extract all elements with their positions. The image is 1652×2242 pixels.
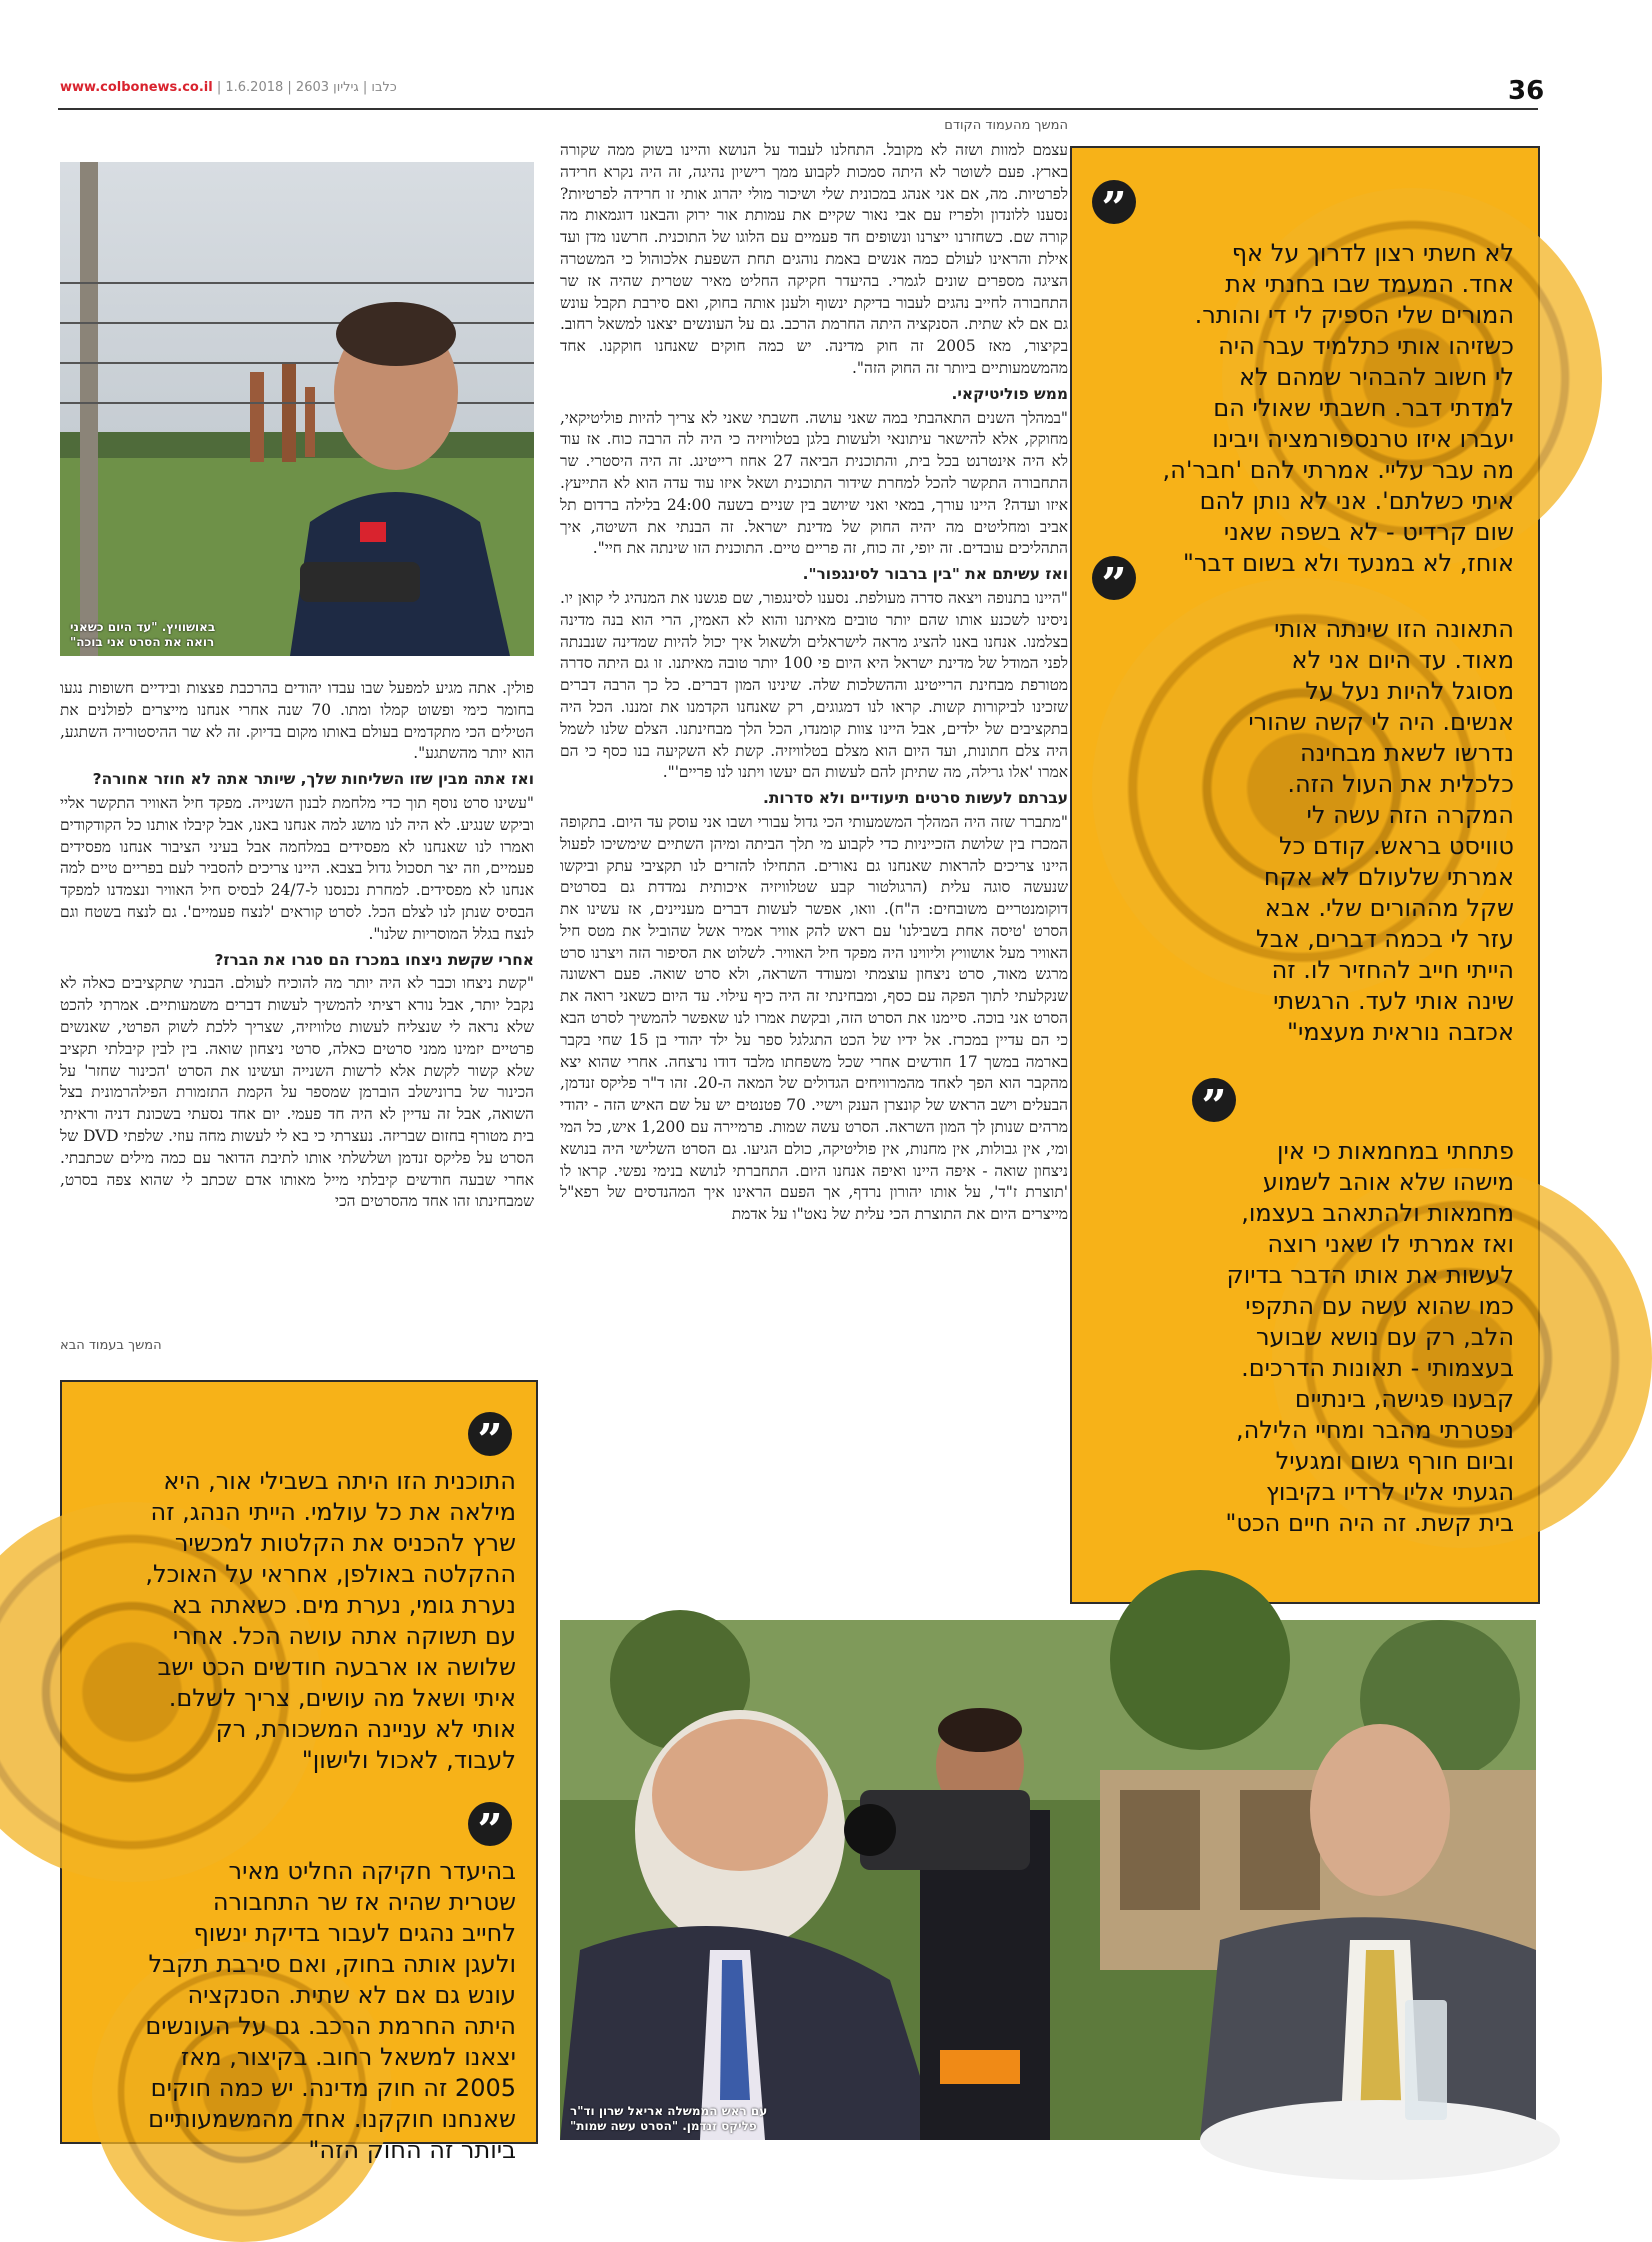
quote-line: שרץ להכניס את הקלטות למכשיר bbox=[174, 1529, 516, 1557]
interview-question: עברתם לעשות סרטים תיעודיים ולא סדרות. bbox=[762, 789, 1068, 808]
quote-line: טוויסט בראש. קודם כל bbox=[1278, 832, 1514, 860]
photo-auschwitz-illustration bbox=[60, 162, 534, 656]
quote-line: שינה אותי לעד. הרגשתי bbox=[1273, 987, 1514, 1015]
quote-line: יצאנו למשאל רחוב. בקיצור, מאז bbox=[180, 2043, 516, 2071]
caption-line: עם ראש הממשלה אריאל שרון וד"ר bbox=[570, 2104, 768, 2118]
quote-line: אותי לא עניינה המשכורת, רק bbox=[215, 1715, 516, 1743]
quote-line: היתה החרמת הרכב. גם על העונשים bbox=[145, 2012, 516, 2040]
pull-quote bbox=[1094, 1136, 1514, 1539]
paragraph: "קשת ניצחו וכבר לא היה יותר מה להוכיח לעולם. הבנתי שתקציבים כאלה לא נקבל יותר, אבל נורא רציתי להמשיך לעשות דברים משמעותיים. אמרתי להכט שלא נראה לי שנצליח לעשות טלוויזיה, שצריך ללכת לשוק הפרטי, שאנשים פרטיים יזמינו ממני סרטים כאלה, סרטי ניצחון שואה. בין לבין קיבלתי תקציב שלא קשור לקשת אלא לרשות השנייה ועשינו את הסרט 'הכינור שחזר' על הכינור של ברונישלב הוברמן שמספר על הקמת התזמורת הפילהרמונית בצל השואה, אבל זה עדיין לא היה חד פעמי. יום אחד נסעתי בשכונת דניה וראיתי בית מטורף בחזום שבריזה. נעצרתי כי בא לי לעשות מחה עוזי. שלפתי DVD של הסרט על פליקס זנדמן ושלשלתי אותו לתיבת הדואר עם כמה מילים שכתבתי. אחרי שבעה חודשים קיבלתי מייל מאותו אדם שכתב לי שהוא צפה בסרט, שמבחינתו זהו אחד מהסרטים הכי bbox=[60, 974, 534, 1211]
paragraph: "היינו בתנופה ויצאה סדרה מעולפת. נסענו לסינגפור, שם פגשנו את המנהיג לי קואן יו. ניסינו לשכנע אותו שהם יותר טובים מאיתנו והוא לא האמין, הרי הוא בנה מדינה בצלמנו. אנחנו באנו להציג מראה לישראלים ולשאול איך יכול להיות שמדינה שנבנתה לפני המודל של מדינת ישראל היא היום פי 100 יותר טובה מאיתנו. זו גם היתה סדרה מטורפת מבחינת הרייטינג וההשלכות שלה. שינינו המון דברים. כל כך הרבה דברים שזכינו לביקורות קשות. קראו לנו דמגוגים, רק שאנחנו הקדמנו את זמננו. הכל היה בתקציבים של ילדים, אבל היינו צוות קומנדו, הכל הלך מבחינתנו. הצלם שלנו לשמל היה צלם חתונות, ועד היום הוא מצלם בטלוויזיה. קשת לא השקיעה בנו כסף כי הם אמרו 'אלו גרילה, מה שתיתן להם לעשות הם יעשו ויתנו לנו פריים'". bbox=[560, 588, 1068, 782]
quote-line: לא חשתי רצון לדרוך על אף bbox=[1231, 239, 1514, 267]
continued-to-note: המשך בעמוד הבא bbox=[60, 1338, 162, 1353]
caption-line: רואה את הסרט אני בוכה" bbox=[70, 635, 215, 649]
quote-line: כשזיהו אותי כתלמיד עבר היה bbox=[1218, 332, 1514, 360]
quote-line: לעשות את אותו הדבר בדיוק bbox=[1226, 1261, 1514, 1289]
quote-line: מה עבר עליי. אמרתי להם 'חבר'ה, bbox=[1162, 456, 1514, 484]
paragraph: עצמם למוות ושזה לא מקובל. התחלנו לעבוד על הנושא והיינו בשוק ממה שקורה בארץ. פעם לשוטר לא היתה סמכות לקבוע ממך רישיון נהיגה, זה היה נקרא חרידה לפרטיות. מה, אם אני אנהג במכונית שלי ושיכור מולי יהרוג אותי זו חרידה לפרטיות? נסענו ללונדון ולפריז עם אבי נאור שקיים את עמותת אור ירוק והבאנו דוגמאות מה קורה שם. כשחזרנו ייצרנו ונשופים חד פעמיים עם הלוגו של התוכנית. חרשנו מדן ועד אילת והראינו לעולם כמה אנשים באמת נוהגים תחת השפעת אלכוהול כי המשטרה הציגה מספרים שונים לגמרי. בהיעדר חקיקה החליט מאיר שטרית שהיה אז שר התחבורה לחייב נהגים לעבור בדיקת ינשוף ולענן אותה בחוק, ואם סירבת תקבל עונש גם אם לא שתית. הסנקציה היתה החרמת הרכב. גם על העונשים יצאנו למשאל רחוב. בקיצור, מאז 2005 זה חוק מדינה. יש כמה חוקים שאנחנו חוקקנו. אחד מהמשמעותיים ביותר זה החוק הזה". bbox=[560, 141, 1068, 377]
pull-quote bbox=[80, 1856, 516, 2166]
quote-line: ולעגן אותה בחוק, ואם סירבת תקבל bbox=[148, 1950, 516, 1978]
quote-line: עם תשוקה אתה עושה הכל. אחרי bbox=[172, 1622, 516, 1650]
quote-line: לעבוד, לאכול ולישון" bbox=[301, 1746, 516, 1774]
quote-line: למדתי דבר. חשבתי שאולי הם bbox=[1213, 394, 1514, 422]
quote-line: קבענו פגישה, בינתיים bbox=[1294, 1385, 1514, 1413]
page-number: 36 bbox=[1508, 76, 1545, 106]
quote-line: נפטרתי מהבר ומחיי הלילה, bbox=[1235, 1416, 1514, 1444]
quote-line: בית קשת. זה היה חיים הכט" bbox=[1225, 1509, 1514, 1537]
quote-line: נדרשו לשאת מבחינה bbox=[1299, 739, 1514, 767]
quote-line: נערת גומי, נערת מים. כשאתה בא bbox=[171, 1591, 516, 1619]
quote-mark-icon: ” bbox=[468, 1802, 512, 1846]
quote-line: ואז אמרתי לו שאני רוצה bbox=[1267, 1230, 1514, 1258]
caption-line: באושוויץ. "עד היום כשאני bbox=[70, 620, 216, 634]
continued-from-note: המשך מהעמוד הקודם bbox=[944, 118, 1068, 133]
photo-caption bbox=[70, 620, 215, 650]
interview-question: אחרי שקשת ניצחו במכרז הם סגרו את הברז? bbox=[214, 950, 534, 969]
quote-line: עונש גם אם לא שתית. הסנקציה bbox=[187, 1981, 516, 2009]
quote-line: מישהו שלא אוהב לשמוע bbox=[1262, 1168, 1514, 1196]
quote-line: אמרתי שלעולם לא אקח bbox=[1263, 863, 1514, 891]
quote-line: בהיעדר חקיקה החליט מאיר bbox=[228, 1857, 516, 1885]
quote-line: המורים שלי הספיק לי די והותר. bbox=[1194, 301, 1514, 329]
quote-line: מחמאות ולהתאהב בעצמו, bbox=[1241, 1199, 1514, 1227]
quote-line: ביותר זה החוק הזה" bbox=[308, 2136, 516, 2164]
interview-question: ואז עשיתם את "בין ברבור לסינגפור". bbox=[802, 565, 1068, 584]
quote-line: המקרה הזה עשה לי bbox=[1306, 801, 1514, 829]
quote-line: התוכנית הזו היתה בשבילי אור, היא bbox=[163, 1467, 516, 1495]
quote-line: שלושה או ארבעה חודשים הכט ישב bbox=[157, 1653, 516, 1681]
paragraph: "מתברר שזה היה המהלך המשמעותי הכי גדול עבורי ושבו אני עוסק עד היום. בתקופה המכרז בין שלושת הזכייניות כדי לקבוע מי תלך הביתה ומיהן השתיים שימשיכו לפעול היינו צריכים להראות שאנחנו גם נאורים. התחילו להזרים לנו תקציבי עתק וביקשו שנעשה סוגה עלית (הרגולטור קבע שטלוויזיה איכותית נמדדת גם בסרטים דוקומנטריים משובחים: ה"ח). וואו, אפשר לעשות דברים מעניינים, אז עשינו את הסרט 'טיסה אחת בשבילנו' עם ראש להק אוויר אמיר אשל שהוביל את מטס חיל האוויר מעל אושוויץ וליווינו היה מפקד חיל האוויר. לשלוט את הסיפור הזה ויצרנו סרט מרגש מאוד, סרט ניצחון עוצמתי ומעודד השראה, ולא סרט שואה. פעם ראשונה שנקלעתי לתוך הפקה עם כסף, ומבחינתי זה היה כיף עילוי. עד היום כשאני רואה את הסרט אני בוכה. סיימנו את הסרט הזה, ובקשת אמרו לנו שאפשר להמשיך לסרט הבא כי הם עדיין במכרז. אל ידיו של הכט התגלגל ספר על ילד יהודי בן 15 שחי בקבר בארמה במשך 17 חודשים אחרי שכל משפחתו מלבד דודו נרצחה. אחרי שהוא יצא מהקבר הוא הפך לאחד מהמרוויחים הגדולים של המאה ה-20. זהו ד"ר פליקס זנדמן, הבעלים וישב הראש של קונצרן הענק וישיי. 70 פטנטים יש על שם האיש הזה - יהודי מרהים שנותן לך המון השראה. הסרט עשה שמות. פרמיירה עם 1,200 איש, כל המי ומי, אין גבולות, אין מחנות, אין פוליטיקה, כולם הגיעו. גם הסרט השלישי היה בנושא ניצחון שואה - איפה היינו ואיפה אנחנו היום. התחברתי לנושא בנימי נפשי. קראו לו 'תוצרת ז"ד', על אותו יהורון נרדף, אך הפעם הראינו איך המהנדסים של רפא"ל מייצרים היום את התוצרת הכי עלית של נאט"ו על אדמת bbox=[560, 812, 1068, 1224]
quote-line: אנשים. היה לי קשה שהורי bbox=[1248, 708, 1514, 736]
header-divider bbox=[58, 108, 1538, 110]
quote-line: איתי ושאל מה עושים, צריך לשלם. bbox=[168, 1684, 516, 1712]
pull-quote bbox=[1094, 238, 1514, 579]
interview-question: ואז אתה מבין שזו השליחות שלך, שיותר אתה לא חוזר אחורה? bbox=[92, 770, 534, 789]
photo-sharon-zandman bbox=[560, 1620, 1536, 2140]
paragraph: "במהלך השנים התאהבתי במה שאני עושה. חשבתי שאני לא צריך להיות פוליטיקאי, מחוקק, אלא להישאר עיתונאי ולעשות בלגן בטלוויזיה כי היה לה הרבה כוח. אז עוד לא היה אינטרנט בכל בית, והתוכנית הביאה 27 אחוז רייטינג. זה היה היסטרי. שר התחבורה התקשר להכל למחרת שידור התוכנית ושאל איזו עוד עדה הוא לא התייעץ. איזו ועדה? היינו עורך, במאי ואני שיושב בין שניים בשעה 24:00 בלילה ברדום תל אביב ומחליטים מה יהיה החוק של מדינת ישראל. זה הבנתי את השיטה, איך התהליכים עובדים. זה יופי, זה כוח, זה פריים טיים. התוכנית הזו שינתה את חיי". bbox=[560, 408, 1069, 558]
quote-line: הגעתי אליו לרדיו בקיבוץ bbox=[1265, 1478, 1514, 1506]
quote-line: 2005 זה חוק מדינה. יש כמה חוקים bbox=[150, 2074, 516, 2102]
quote-line: פתחתי במחמאות כי אין bbox=[1277, 1137, 1514, 1165]
photo-caption bbox=[570, 2104, 767, 2134]
quote-line: הייתי חייב להחזיר לו. זה bbox=[1271, 956, 1514, 984]
quote-mark-icon: ” bbox=[468, 1412, 512, 1456]
quote-line: בעצמותי - תאונות הדרכים. bbox=[1241, 1354, 1514, 1382]
quote-line: התאונה הזו שינתה אותי bbox=[1274, 615, 1514, 643]
header-meta bbox=[60, 80, 397, 95]
quote-line: לחייב נהגים לעבור בדיקת ינשוף bbox=[193, 1919, 516, 1947]
pull-quote bbox=[80, 1466, 516, 1776]
article-column-left bbox=[60, 678, 534, 1300]
site-url[interactable]: www.colbonews.co.il bbox=[60, 80, 213, 95]
caption-line: פליקס זנדמן. "הסרט עשה שמות" bbox=[570, 2119, 757, 2133]
pull-quote bbox=[1094, 614, 1514, 1048]
quote-line: לי חשוב להבהיר שמהם לא bbox=[1238, 363, 1514, 391]
quote-line: אכזבה נוראית מעצמי" bbox=[1286, 1018, 1514, 1046]
quote-line: מילאה את כל עולמי. הייתי הנהג, זה bbox=[150, 1498, 516, 1526]
quote-line: הלב, רק עם נושא שבוער bbox=[1255, 1323, 1514, 1351]
quote-mark-icon: ” bbox=[1092, 556, 1136, 600]
quote-mark-icon: ” bbox=[1192, 1078, 1236, 1122]
quote-line: עזר לי בכמה דברים, אבל bbox=[1256, 925, 1514, 953]
photo-auschwitz bbox=[60, 162, 534, 656]
quote-box-right bbox=[1070, 146, 1540, 1604]
quote-box-left bbox=[60, 1380, 538, 2164]
quote-line: שקל מההורים שלי. אבא bbox=[1264, 894, 1514, 922]
issue-info: | כלבו | גיליון 2603 | 1.6.2018 bbox=[216, 80, 397, 95]
paragraph: "עשינו סרט נוסף תוך כדי מלחמת לבנון השנייה. מפקד חיל האוויר התקשר אליי וביקש שנגיע. לא היה לנו מושג למה אנחנו באנו, אבל קיבלו אותנו כל הקודקודים ואמרו לנו שאנחנו לא מפסידים במלחמה אבל בעיני הציבור אנחנו מפסידים פעמיים, וזה יצר תסכול גדול בצבא. היינו צריכים להסביר לעם בפריים טיים למה אנחנו לא מפסידים. למחרת נכנסנו ל-24/7 לבסיס חיל האוויר ונצמדנו למפקד הבסיס שנתן לנו לצלם הכל. לסרט קוראים 'לנצח פעמיים'. גם לנצח בשטח וגם לנצח בגלל המוסריות שלנו". bbox=[60, 793, 535, 943]
quote-line: אחד. המעמד שבו בחנתי את bbox=[1225, 270, 1514, 298]
quote-line: שום קרדיט - לא בשפה שאני bbox=[1223, 518, 1514, 546]
quote-line: כלכלית את העול הזה. bbox=[1287, 770, 1514, 798]
quote-line: שאנחנו חוקקנו. אחד מהמשמעותיים bbox=[148, 2105, 516, 2133]
article-column-middle bbox=[560, 140, 1068, 1600]
quote-line: אוחז, לא במנעד ולא בשום דבר" bbox=[1182, 549, 1514, 577]
quote-line: ההקלטה באולפן, אחראי על האוכל, bbox=[145, 1560, 516, 1588]
quote-line: מסוגל להיות נעל על bbox=[1305, 677, 1514, 705]
quote-line: כמו שהוא עשה עם התקפי bbox=[1245, 1292, 1514, 1320]
quote-line: איתי כשלתם'. אני לא נותן להם bbox=[1199, 487, 1514, 515]
quote-line: שטרית שהיה אז שר התחבורה bbox=[212, 1888, 516, 1916]
quote-line: מאוד. עד היום אני לא bbox=[1291, 646, 1514, 674]
quote-line: יעברו איזו טרנספורמציה ויבינו bbox=[1212, 425, 1514, 453]
quote-line: וביום חורף גשום ומגעיל bbox=[1275, 1447, 1514, 1475]
quote-mark-icon: ” bbox=[1092, 180, 1136, 224]
photo-sharon-zandman-illustration bbox=[560, 1620, 1536, 2140]
paragraph: פולין. אתה מגיע למפעל שבו עבדו יהודים בהרכבת פצצות ובידיים חשופות נגעו בחומר כימי ופשוט קמלו ומתו. 70 שנה אחרי אנחנו מייצרים לפולנים את הטילים הכי מתקדמים בעולם באותו מקום בדיוק. זה לא שר ההיסטוריה השתגע, הוא יותר מהשתגע". bbox=[60, 679, 535, 763]
interview-question: ממש פוליטיקאי. bbox=[951, 384, 1068, 403]
